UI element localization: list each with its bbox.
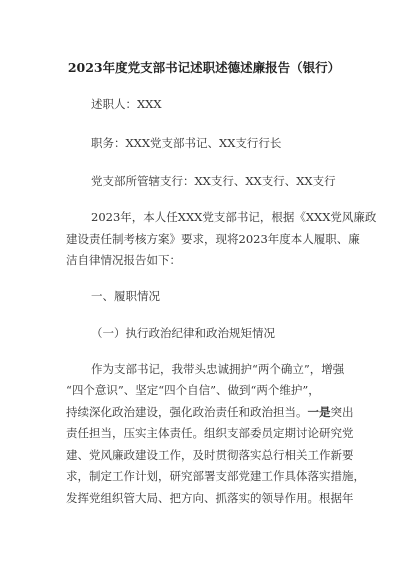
body-line-2: “四个意识”、坚定“四个自信”、做到“两个维护”，	[66, 383, 320, 397]
reporter-line: 述职人：XXX	[91, 97, 162, 111]
body-line-5: 建、党风廉政建设工作，及时贯彻落实总行相关工作新要	[66, 448, 354, 462]
intro-line-2: 建设责任制考核方案》要求，现将2023年度本人履职、廉	[66, 232, 360, 246]
body-line-3	[66, 405, 354, 419]
body-line-6: 求，制定工作计划，研究部署支部党建工作具体落实措施，	[66, 469, 365, 483]
body-line-1: 作为支部书记，我带头忠诚拥护“两个确立”，增强	[91, 362, 345, 376]
body-line-3-tail: 突出	[330, 405, 354, 419]
body-line-7: 发挥党组织管大局、把方向、抓落实的领导作用。根据年	[66, 491, 354, 505]
body-line-3-text: 持续深化政治建设，强化政治责任和政治担当。	[66, 405, 308, 419]
intro-line-1: 2023年，本人任XXX党支部书记，根据《XXX党风廉政	[91, 210, 377, 224]
section-heading: 一、履职情况	[91, 289, 160, 303]
position-line: 职务：XXX党支部书记、XX支行行长	[91, 136, 282, 150]
document-title: 2023年度党支部书记述职述德述廉报告（银行）	[67, 60, 341, 75]
branches-line: 党支部所管辖支行：XX支行、XX支行、XX支行	[91, 174, 336, 188]
subsection-heading: （一）执行政治纪律和政治规矩情况	[91, 326, 275, 340]
intro-line-3: 洁自律情况报告如下：	[66, 253, 181, 267]
body-line-4: 责任担当，压实主体责任。组织支部委员定期讨论研究党	[66, 426, 354, 440]
emphasis-label: 一是	[307, 405, 331, 419]
